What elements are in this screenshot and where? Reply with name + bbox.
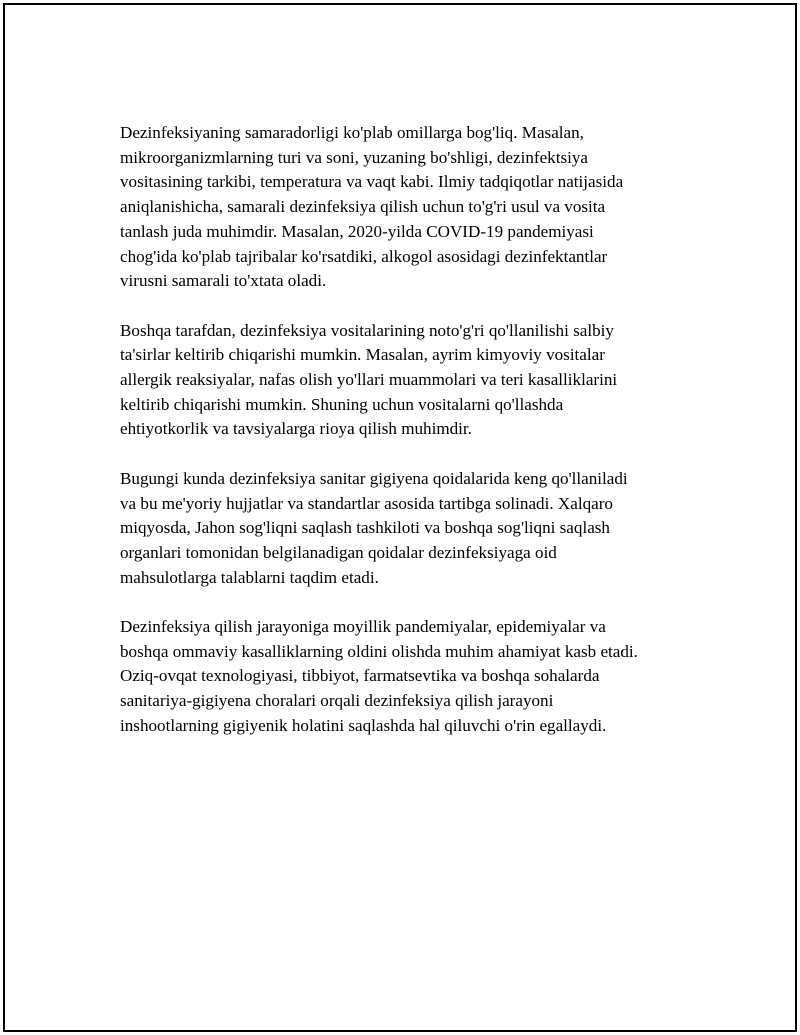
paragraph-3 [120, 467, 690, 591]
text-line: tanlash juda muhimdir. Masalan, 2020-yilda COVID-19 pandemiyasi [120, 221, 594, 241]
page-border [3, 3, 797, 1032]
text-line: chog'ida ko'plab tajribalar ko'rsatdiki, alkogol asosidagi dezinfektantlar [120, 246, 608, 266]
text-line: ta'sirlar keltirib chiqarishi mumkin. Masalan, ayrim kimyoviy vositalar [120, 345, 605, 365]
text-line: mahsulotlarga talablarni taqdim etadi. [120, 567, 379, 587]
text-line: Dezinfeksiya qilish jarayoniga moyillik pandemiyalar, epidemiyalar va [120, 617, 606, 637]
text-line: allergik reaksiyalar, nafas olish yo'llari muammolari va teri kasalliklarini [120, 370, 618, 390]
text-line: keltirib chiqarishi mumkin. Shuning uchun vositalarni qo'llashda [120, 394, 564, 414]
text-line: inshootlarning gigiyenik holatini saqlashda hal qiluvchi o'rin egallaydi. [120, 715, 607, 735]
text-line: mikroorganizmlarning turi va soni, yuzaning bo'shligi, dezinfektsiya [120, 147, 588, 167]
text-line: Bugungi kunda dezinfeksiya sanitar gigiyena qoidalarida keng qo'llaniladi [120, 468, 628, 488]
document-body [120, 121, 690, 763]
text-line: miqyosda, Jahon sog'liqni saqlash tashkiloti va boshqa sog'liqni saqlash [120, 518, 610, 538]
paragraph-1 [120, 121, 690, 294]
text-line: Oziq-ovqat texnologiyasi, tibbiyot, farmatsevtika va boshqa sohalarda [120, 666, 600, 686]
text-line: va bu me'yoriy hujjatlar va standartlar asosida tartibga solinadi. Xalqaro [120, 493, 613, 513]
text-line: ehtiyotkorlik va tavsiyalarga rioya qilish muhimdir. [120, 419, 472, 439]
text-line: sanitariya-gigiyena choralari orqali dezinfeksiya qilish jarayoni [120, 691, 554, 711]
text-line: vositasining tarkibi, temperatura va vaqt kabi. Ilmiy tadqiqotlar natijasida [120, 172, 624, 192]
text-line: aniqlanishicha, samarali dezinfeksiya qilish uchun to'g'ri usul va vosita [120, 197, 606, 217]
text-line: organlari tomonidan belgilanadigan qoidalar dezinfeksiyaga oid [120, 542, 557, 562]
paragraph-4 [120, 615, 690, 739]
paragraph-2 [120, 319, 690, 443]
text-line: Dezinfeksiyaning samaradorligi ko'plab omillarga bog'liq. Masalan, [120, 123, 584, 142]
text-line: Boshqa tarafdan, dezinfeksiya vositalarining noto'g'ri qo'llanilishi salbiy [120, 320, 614, 340]
text-line: boshqa ommaviy kasalliklarning oldini olishda muhim ahamiyat kasb etadi. [120, 641, 638, 661]
text-line: virusni samarali to'xtata oladi. [120, 271, 327, 291]
